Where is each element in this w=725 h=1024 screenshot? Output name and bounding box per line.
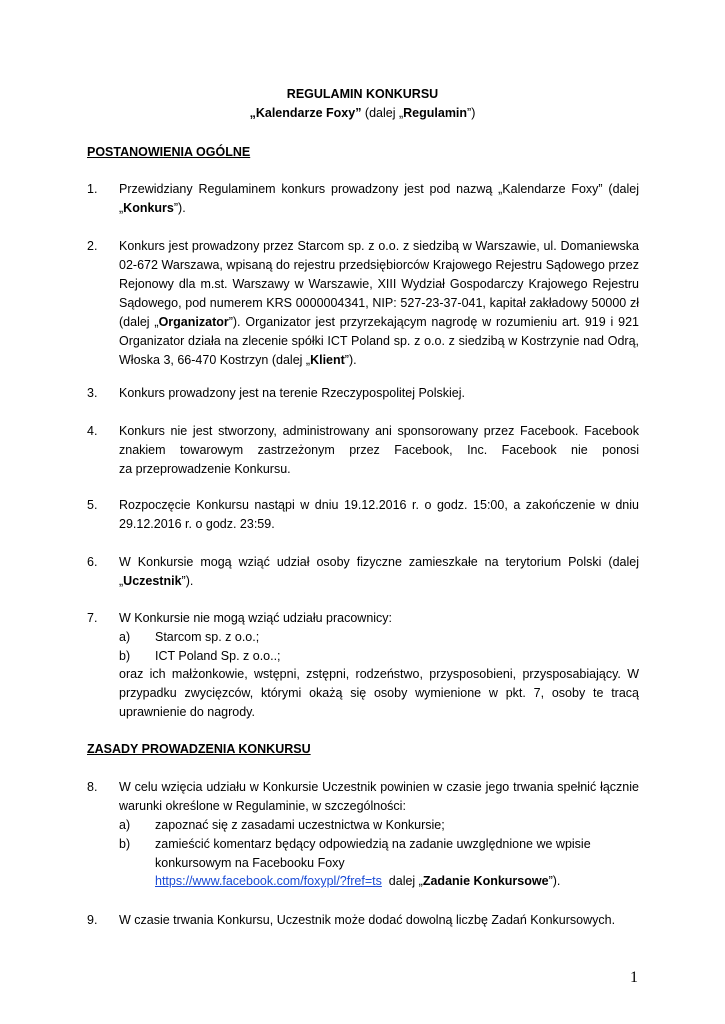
facebook-link[interactable]: https://www.facebook.com/foxypl/?fref=ts (155, 874, 382, 888)
document-title: REGULAMIN KONKURSU (286, 87, 439, 101)
sub-item-text: https://www.facebook.com/foxypl/?fref=ts dalej „Zadanie Konkursowe”). (155, 874, 561, 888)
document-subtitle: „Kalendarze Foxy” (dalej „Regulamin”) (249, 106, 476, 120)
sub-item-letter: a) (119, 630, 131, 644)
list-item: W Konkursie mogą wziąć udział osoby fizyczne zamieszkałe na terytorium Polski (dalej „Uczestnik”). (119, 555, 639, 588)
list-item: W Konkursie nie mogą wziąć udziału pracownicy: (119, 611, 393, 625)
list-item: Konkurs nie jest stworzony, administrowany ani sponsorowany przez Facebook. Facebook znakiem towarowym zastrzeżonym przez Facebook, Inc. Facebook nie ponosi za przeprowadzenie Konkursu. (119, 424, 639, 476)
sub-item-letter: b) (119, 837, 131, 851)
list-item: W czasie trwania Konkursu, Uczestnik może dodać dowolną liczbę Zadań Konkursowych. (119, 913, 616, 927)
item-number: 2. (87, 239, 98, 253)
list-item: Rozpoczęcie Konkursu nastąpi w dniu 19.12.2016 r. o godz. 15:00, a zakończenie w dniu 29.12.2016 r. o godz. 23:59. (119, 498, 639, 531)
sub-item-text: Starcom sp. z o.o.; (155, 630, 260, 644)
item-number: 6. (87, 555, 98, 569)
sub-item-letter: b) (119, 649, 131, 663)
sub-item-text: konkursowym na Facebooku Foxy (155, 856, 345, 870)
list-item: Konkurs jest prowadzony przez Starcom sp. z o.o. z siedzibą w Warszawie, ul. Domaniewska 02-672 Warszawa, wpisaną do rejestru przedsiębiorców Krajowego Rejestru Sądowego przez Rejonowy dla m.st. Warszawy w Warszawie, XIII Wydział Gospodarczy Krajowego Rejestru Sądowego, pod numerem KRS 0000004341, NIP: 527-23-37-041, kapitał zakładowy 50000 zł (dalej „Organizator”). Organizator jest przyrzekającym nagrodę w rozumieniu art. 919 i 921 Organizator działa na zlecenie spółki ICT Poland sp. z o.o. z siedzibą w Kostrzynie nad Odrą, Włoska 3, 66-470 Kostrzyn (dalej „Klient”). (119, 239, 639, 367)
list-item: W celu wzięcia udziału w Konkursie Uczestnik powinien w czasie jego trwania spełnić łącznie warunki określone w Regulaminie, w szczególności: (119, 780, 639, 813)
item-number: 7. (87, 611, 98, 625)
item-number: 3. (87, 386, 98, 400)
sub-item-text: zamieścić komentarz będący odpowiedzią na zadanie uwzględnione we wpisie (155, 837, 591, 851)
item-number: 4. (87, 424, 98, 438)
section-heading-rules: ZASADY PROWADZENIA KONKURSU (87, 742, 311, 756)
list-item-continuation: oraz ich małżonkowie, wstępni, zstępni, rodzeństwo, przysposobieni, przysposabiający. W przypadku zwycięzców, którymi okażą się osoby wymienione w pkt. 7, osoby te tracą uprawnienie do nagrody. (119, 667, 639, 719)
sub-item-text: zapoznać się z zasadami uczestnictwa w Konkursie; (155, 818, 445, 832)
list-item: Konkurs prowadzony jest na terenie Rzeczypospolitej Polskiej. (119, 386, 466, 400)
item-number: 5. (87, 498, 98, 512)
item-number: 1. (87, 182, 98, 196)
item-number: 8. (87, 780, 98, 794)
sub-item-text: ICT Poland Sp. z o.o..; (155, 649, 281, 663)
list-item: Przewidziany Regulaminem konkurs prowadzony jest pod nazwą „Kalendarze Foxy” (dalej „Konkurs”). (119, 182, 639, 215)
item-number: 9. (87, 913, 98, 927)
sub-item-letter: a) (119, 818, 131, 832)
page-number: 1 (630, 969, 638, 986)
section-heading-general: POSTANOWIENIA OGÓLNE (87, 145, 251, 159)
